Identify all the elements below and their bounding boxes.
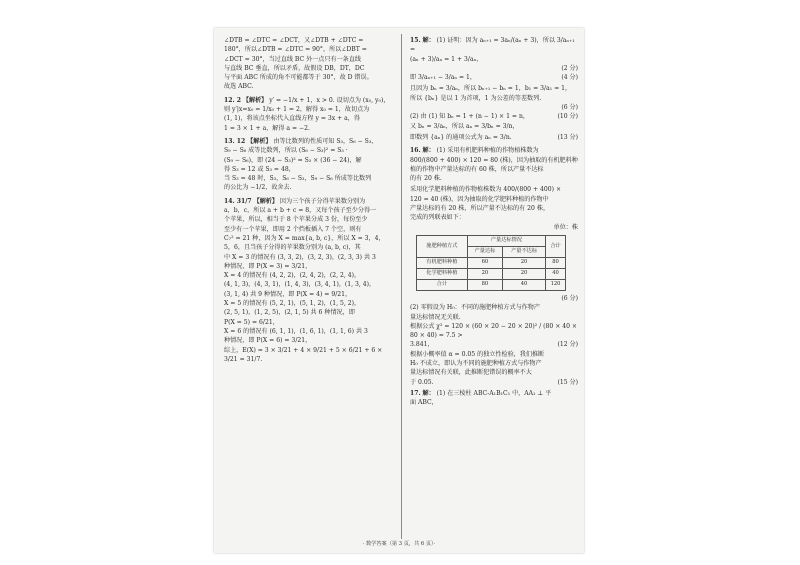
table-cell: 40 (503, 279, 546, 290)
text-line: 根据小概率值 α = 0.05 的独立性检验，我们推断 (410, 350, 545, 358)
text-line: 因为三个孩子分得苹果数分别为 (279, 197, 366, 205)
text-line: 得 S₃ = 12 或 S₃ = 48， (224, 165, 295, 173)
table-header-row (417, 235, 566, 246)
q12-first-line (224, 96, 396, 105)
text-line: 个苹果，所以，相当于 8 个苹果分成 3 份，每份至少 (224, 216, 368, 224)
text-line: (3, 1, 4) 共 9 种情况，即 P(X = 4) = 9/21， (224, 290, 352, 298)
table-cell: 20 (467, 268, 502, 279)
table-row (417, 279, 566, 290)
text-line: H₀ 不成立，即认为不同的施肥种植方式与作物产 (410, 360, 542, 368)
text-line: 3.841， (410, 341, 434, 349)
text-line: 采用化学肥料种植的作物植株数为 400/(800 + 400) × (410, 186, 562, 194)
text-line: (4, 1, 3)，(4, 3, 1)，(1, 4, 3)，(3, 4, 1)，(1, 3, 4)， (224, 281, 376, 289)
text-line: (1) 采用有机肥料种植的作物植株数为 (436, 147, 539, 155)
text-line: 120 = 40 (株)，因为抽取的化学肥料种植的作物中 (410, 195, 549, 203)
table-cell: 60 (467, 257, 502, 268)
table-cell: 80 (467, 279, 502, 290)
q15-answer (410, 36, 578, 142)
text-line: 由等比数列的性质可知 S₃，S₆ − S₃， (273, 137, 378, 145)
text-line: 植的作物中产量达标的有 60 株，所以产量不达标 (410, 165, 544, 173)
solution-tag: 解： (422, 147, 435, 155)
analysis-tag: 【解析】 (253, 197, 278, 205)
text-line: 故选 ABC. (224, 83, 254, 91)
page-footer: · 数学答案（第 3 页，共 6 页）· (362, 541, 436, 547)
table-cell: 20 (503, 257, 546, 268)
answer-sheet-page (214, 28, 584, 553)
text-line: P(X = 5) = 6/21， (224, 318, 279, 326)
score-mark: (2 分) (561, 64, 578, 72)
text-line: 即 3/aₙ₊₁ − 3/aₙ = 1， (410, 74, 477, 82)
text-line: 根据公式 χ² = 120 × (60 × 20 − 20 × 20)² / (80 × 40 × 80 × 40) = 7.5 > (410, 322, 578, 340)
text-line: ∠DTB = ∠DTC = ∠DCT，又∠DTB + ∠DTC = (224, 37, 364, 44)
solution-tag: 解： (422, 389, 435, 397)
text-line: 综上，E(X) = 3 × 3/21 + 4 × 9/21 + 5 × 6/21 + 6 × (224, 346, 383, 354)
q11-tail (224, 36, 396, 92)
right-column (410, 36, 578, 408)
text-line: (2, 5, 1)，(1, 2, 5)，(2, 1, 5) 共 6 种情况，即 (224, 309, 355, 317)
table-cell: 20 (503, 268, 546, 279)
text-line: X = 5 的情况有 (5, 2, 1)，(5, 1, 2)，(1, 5, 2)， (224, 300, 361, 308)
text-line: 与直线 BC 垂直，所以矛盾，故假设 DB，DT，DC (224, 64, 365, 72)
score-mark: (6 分) (561, 104, 578, 112)
text-line: X = 6 的情况有 (6, 1, 1)，(1, 6, 1)，(1, 1, 6) 共 3 (224, 327, 368, 335)
text-line: 量达标情况有关联，此推断犯错误的概率不大 (410, 369, 532, 377)
text-line: (1) 证明：因为 aₙ₊₁ = 3aₙ/(aₙ + 3)，所以 3/aₙ₊₁ = (410, 37, 575, 54)
text-line: (1, 1)，将该点坐标代入直线方程 y = 3x + a，得 (224, 115, 360, 123)
q17-answer (410, 389, 578, 408)
table-row-header: 施肥种植方式 (417, 235, 468, 257)
text-line: (S₉ − S₆)，即 (24 − S₃)² = S₃ × (36 − 24)，解 (224, 156, 362, 164)
table-row (417, 268, 566, 279)
table-cell: 化学肥料种植 (417, 268, 468, 279)
text-line: y′ = −1/x + 1，x > 0. 设切点为 (x₀, y₀)， (269, 96, 390, 104)
table-cell: 80 (546, 257, 566, 268)
text-line: 产量达标的有 20 株，所以产量不达标的有 20 株， (410, 205, 550, 213)
text-line: 800/(800 + 400) × 120 = 80 (株)，因为抽取的有机肥料种 (410, 156, 578, 164)
text-line: (1) 在三棱柱 ABC-A₁B₁C₁ 中，AA₁ ⊥ 平 (436, 389, 552, 397)
solution-tag: 解： (422, 37, 435, 44)
q16-first-line (410, 146, 578, 155)
text-line: 面 ABC， (410, 399, 438, 407)
text-line: X = 4 的情况有 (4, 2, 2)，(2, 4, 2)，(2, 2, 4)， (224, 272, 361, 280)
score-line (410, 340, 578, 349)
text-line: 于 0.05. (410, 378, 434, 386)
table-subheader: 产量达标 (467, 246, 502, 257)
table-total-header: 合计 (546, 235, 566, 257)
left-column (224, 36, 396, 364)
score-line (410, 133, 578, 142)
text-line: 且因为 bₙ = 3/aₙ，所以 bₙ₊₁ − bₙ = 1，b₁ = 3/a₁ = 1， (410, 85, 572, 93)
q15-first-line (410, 36, 578, 55)
q13-first-line (224, 137, 396, 146)
contingency-table (416, 235, 566, 291)
text-line: 量达标情况无关联. (410, 313, 461, 321)
score-line (410, 73, 578, 82)
text-line: 1 = 3 × 1 + a，解得 a = −2. (224, 124, 310, 132)
q14-first-line (224, 197, 396, 206)
question-number: 16. (410, 147, 421, 155)
text-line: 即数列 {aₙ} 的通项公式为 aₙ = 3/n. (410, 133, 512, 141)
table-cell: 有机肥料种植 (417, 257, 468, 268)
text-line: ∠DCT = 30°，当过直线 BC 外一点只有一条直线 (224, 55, 361, 63)
text-line: 完成的列联表如下： (410, 214, 465, 222)
question-number: 14. 31/7 (224, 197, 252, 205)
text-line: 180°，所以∠DTB = ∠DTC = 90°，所以∠DBT = (224, 46, 367, 54)
text-line: 3/21 = 31/7. (224, 355, 263, 363)
question-number: 12. 2 (224, 96, 241, 104)
q17-first-line (410, 389, 578, 398)
table-cell: 合计 (417, 279, 468, 290)
table-unit: 单位：株 (553, 223, 578, 231)
score-mark: (4 分) (561, 74, 578, 82)
text-line: 的有 20 株. (410, 175, 442, 183)
table-cell: 40 (546, 268, 566, 279)
text-line: 的公比为 −1/2，故舍去. (224, 184, 292, 192)
text-line: (2) 由 (1) 知 bₙ = 1 + (n − 1) × 1 = n， (410, 113, 529, 121)
text-line: 与平面 ABC 所成的角不可能都等于 30°，故 D 错误。 (224, 74, 373, 82)
analysis-tag: 【解析】 (247, 137, 272, 145)
question-number: 13. 12 (224, 137, 246, 145)
q12-answer (224, 96, 396, 133)
table-cell: 120 (546, 279, 566, 290)
score-mark: (13 分) (557, 133, 578, 141)
score-mark: (15 分) (557, 378, 578, 386)
text-line: 所以 {bₙ} 是以 1 为首项，1 为公差的等差数列. (410, 94, 542, 102)
score-mark: (6 分) (561, 294, 578, 302)
text-line: (aₙ + 3)/aₙ = 1 + 3/aₙ， (410, 55, 483, 63)
text-line: 则 y′|x=x₀ = 1/x₀ + 1 = 2，解得 x₀ = 1，故切点为 (224, 106, 370, 114)
question-number: 17. (410, 389, 421, 397)
score-line (410, 112, 578, 121)
text-line: 又 bₙ = 3/aₙ，所以 aₙ = 3/bₙ = 3/n， (410, 122, 519, 130)
score-line (410, 378, 578, 387)
text-line: 5，6，且当孩子分得的苹果数分别为 (a, b, c)，其 (224, 244, 361, 252)
text-line: 至少有一个苹果，即用 2 个挡板插入 7 个空，则有 (224, 225, 362, 233)
text-line: (2) 零假设为 H₀：不同的施肥种植方式与作物产 (410, 304, 540, 312)
q16-answer (410, 146, 578, 387)
analysis-tag: 【解析】 (242, 96, 268, 104)
table-top-header: 产量达标情况 (467, 235, 545, 246)
text-line: 中 X = 3 的情况有 (3, 3, 2)，(3, 2, 3)，(2, 3, 3) 共 3 (224, 253, 376, 261)
text-line: a，b，c，所以 a + b + c = 8，又每个孩子至少分得一 (224, 207, 377, 215)
text-line: 种情况，即 P(X = 6) = 3/21， (224, 337, 312, 345)
table-subheader: 产量不达标 (503, 246, 546, 257)
column-divider (401, 34, 402, 539)
text-line: 种情况，即 P(X = 3) = 3/21， (224, 262, 312, 270)
table-row (417, 257, 566, 268)
text-line: 当 S₃ = 48 时，S₃，S₆ − S₃，S₉ − S₆ 所成等比数列 (224, 175, 372, 183)
q13-answer (224, 137, 396, 193)
text-line: C₇² = 21 种，因为 X = max{a, b, c}，所以 X = 3，4， (224, 234, 385, 242)
question-number: 15. (410, 37, 421, 44)
score-mark: (10 分) (557, 113, 578, 121)
q14-answer (224, 197, 396, 364)
score-mark: (12 分) (557, 341, 578, 349)
text-line: S₉ − S₆ 成等比数列，所以 (S₆ − S₃)² = S₃ · (224, 147, 348, 155)
